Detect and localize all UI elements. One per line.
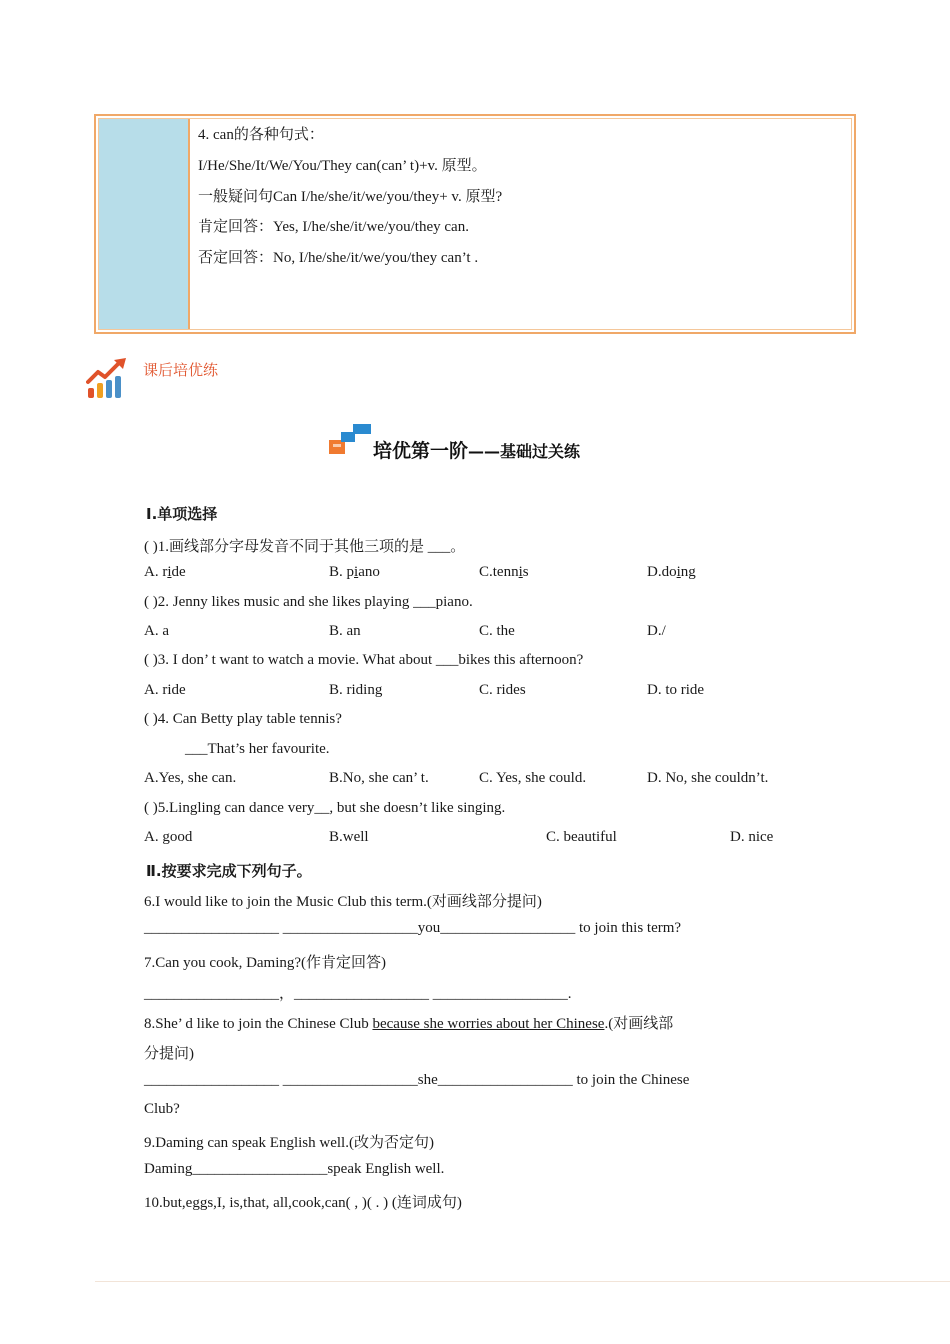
q5-option-d: D. nice <box>730 829 774 845</box>
q8-answer-line-2: Club? <box>144 1101 180 1117</box>
q2-stem: ( )2. Jenny likes music and she likes playing ___piano. <box>144 594 473 610</box>
q4-option-d: D. No, she couldn’t. <box>647 770 769 786</box>
q3-option-b: B. riding <box>329 682 383 698</box>
q2-option-c: C. the <box>479 623 515 639</box>
grammar-box <box>94 114 856 334</box>
q1-option-c: C.tennis <box>479 564 529 580</box>
q3-option-c: C. rides <box>479 682 526 698</box>
grammar-box-sidebar <box>99 119 190 329</box>
q8-underlined-part: because she worries about her Chinese <box>372 1016 605 1032</box>
q1-stem: ( )1.画线部分字母发音不同于其他三项的是 ___。 <box>144 539 466 555</box>
stage-title-main: 培优第一阶 <box>373 440 469 462</box>
q5-option-a: A. good <box>144 829 193 845</box>
footer-divider <box>95 1281 950 1282</box>
q2-option-b: B. an <box>329 623 361 639</box>
q4-option-c: C. Yes, she could. <box>479 770 587 786</box>
q2-option-d: D./ <box>647 623 666 639</box>
stage-title <box>373 436 580 463</box>
stage-title-sub: ——基础过关练 <box>468 442 581 461</box>
q7-answer-line: __________________，__________________ __________________. <box>144 986 572 1002</box>
q8-stem-cont: 分提问) <box>144 1046 194 1062</box>
q5-option-c: C. beautiful <box>546 829 617 845</box>
q3-stem: ( )3. I don’ t want to watch a movie. What about ___bikes this afternoon? <box>144 652 584 668</box>
q4-option-a: A.Yes, she can. <box>144 770 237 786</box>
grammar-line-4: 否定回答：No, I/he/she/it/we/you/they can’t . <box>198 250 479 266</box>
section-2-title: Ⅱ.按要求完成下列句子。 <box>146 862 312 880</box>
q9-answer-line: Daming__________________speak English well. <box>144 1161 445 1177</box>
q2-option-a: A. a <box>144 623 169 639</box>
q8-answer-line: __________________ __________________she__________________ to join the Chinese <box>144 1072 690 1088</box>
q6-stem: 6.I would like to join the Music Club this term.(对画线部分提问) <box>144 894 542 910</box>
grammar-line-2: 一般疑问句Can I/he/she/it/we/you/they+ v. 原型? <box>198 189 503 205</box>
after-class-heading: 课后培优练 <box>143 361 219 379</box>
q4-stem: ( )4. Can Betty play table tennis? <box>144 711 342 727</box>
q7-stem: 7.Can you cook, Daming?(作肯定回答) <box>144 955 387 971</box>
q6-answer-line: __________________ __________________you__________________ to join this term? <box>144 920 682 936</box>
q1-option-d: D.doing <box>647 564 696 580</box>
q5-option-b: B.well <box>329 829 369 845</box>
q5-stem: ( )5.Lingling can dance very__, but she doesn’t like singing. <box>144 800 506 816</box>
grammar-line-1: I/He/She/It/We/You/They can(can’ t)+v. 原型。 <box>198 158 487 174</box>
q1-option-a: A. ride <box>144 564 186 580</box>
q4-option-b: B.No, she can’ t. <box>329 770 429 786</box>
stairs-icon <box>329 424 373 456</box>
q3-option-d: D. to ride <box>647 682 705 698</box>
q4-stem-2: ___That’s her favourite. <box>185 741 330 757</box>
grammar-title: 4. can的各种句式： <box>198 127 324 143</box>
q8-stem: 8.She’ d like to join the Chinese Club because she worries about her Chinese.(对画线部 <box>144 1016 674 1032</box>
q9-stem: 9.Daming can speak English well.(改为否定句) <box>144 1135 434 1151</box>
q3-option-a: A. ride <box>144 682 186 698</box>
q10-stem: 10.but,eggs,I, is,that, all,cook,can( , )( . ) (连词成句) <box>144 1195 462 1211</box>
grammar-line-3: 肯定回答：Yes, I/he/she/it/we/you/they can. <box>198 219 469 235</box>
growth-chart-icon <box>86 356 130 400</box>
section-1-title: Ⅰ.单项选择 <box>146 505 218 523</box>
q1-option-b: B. piano <box>329 564 380 580</box>
